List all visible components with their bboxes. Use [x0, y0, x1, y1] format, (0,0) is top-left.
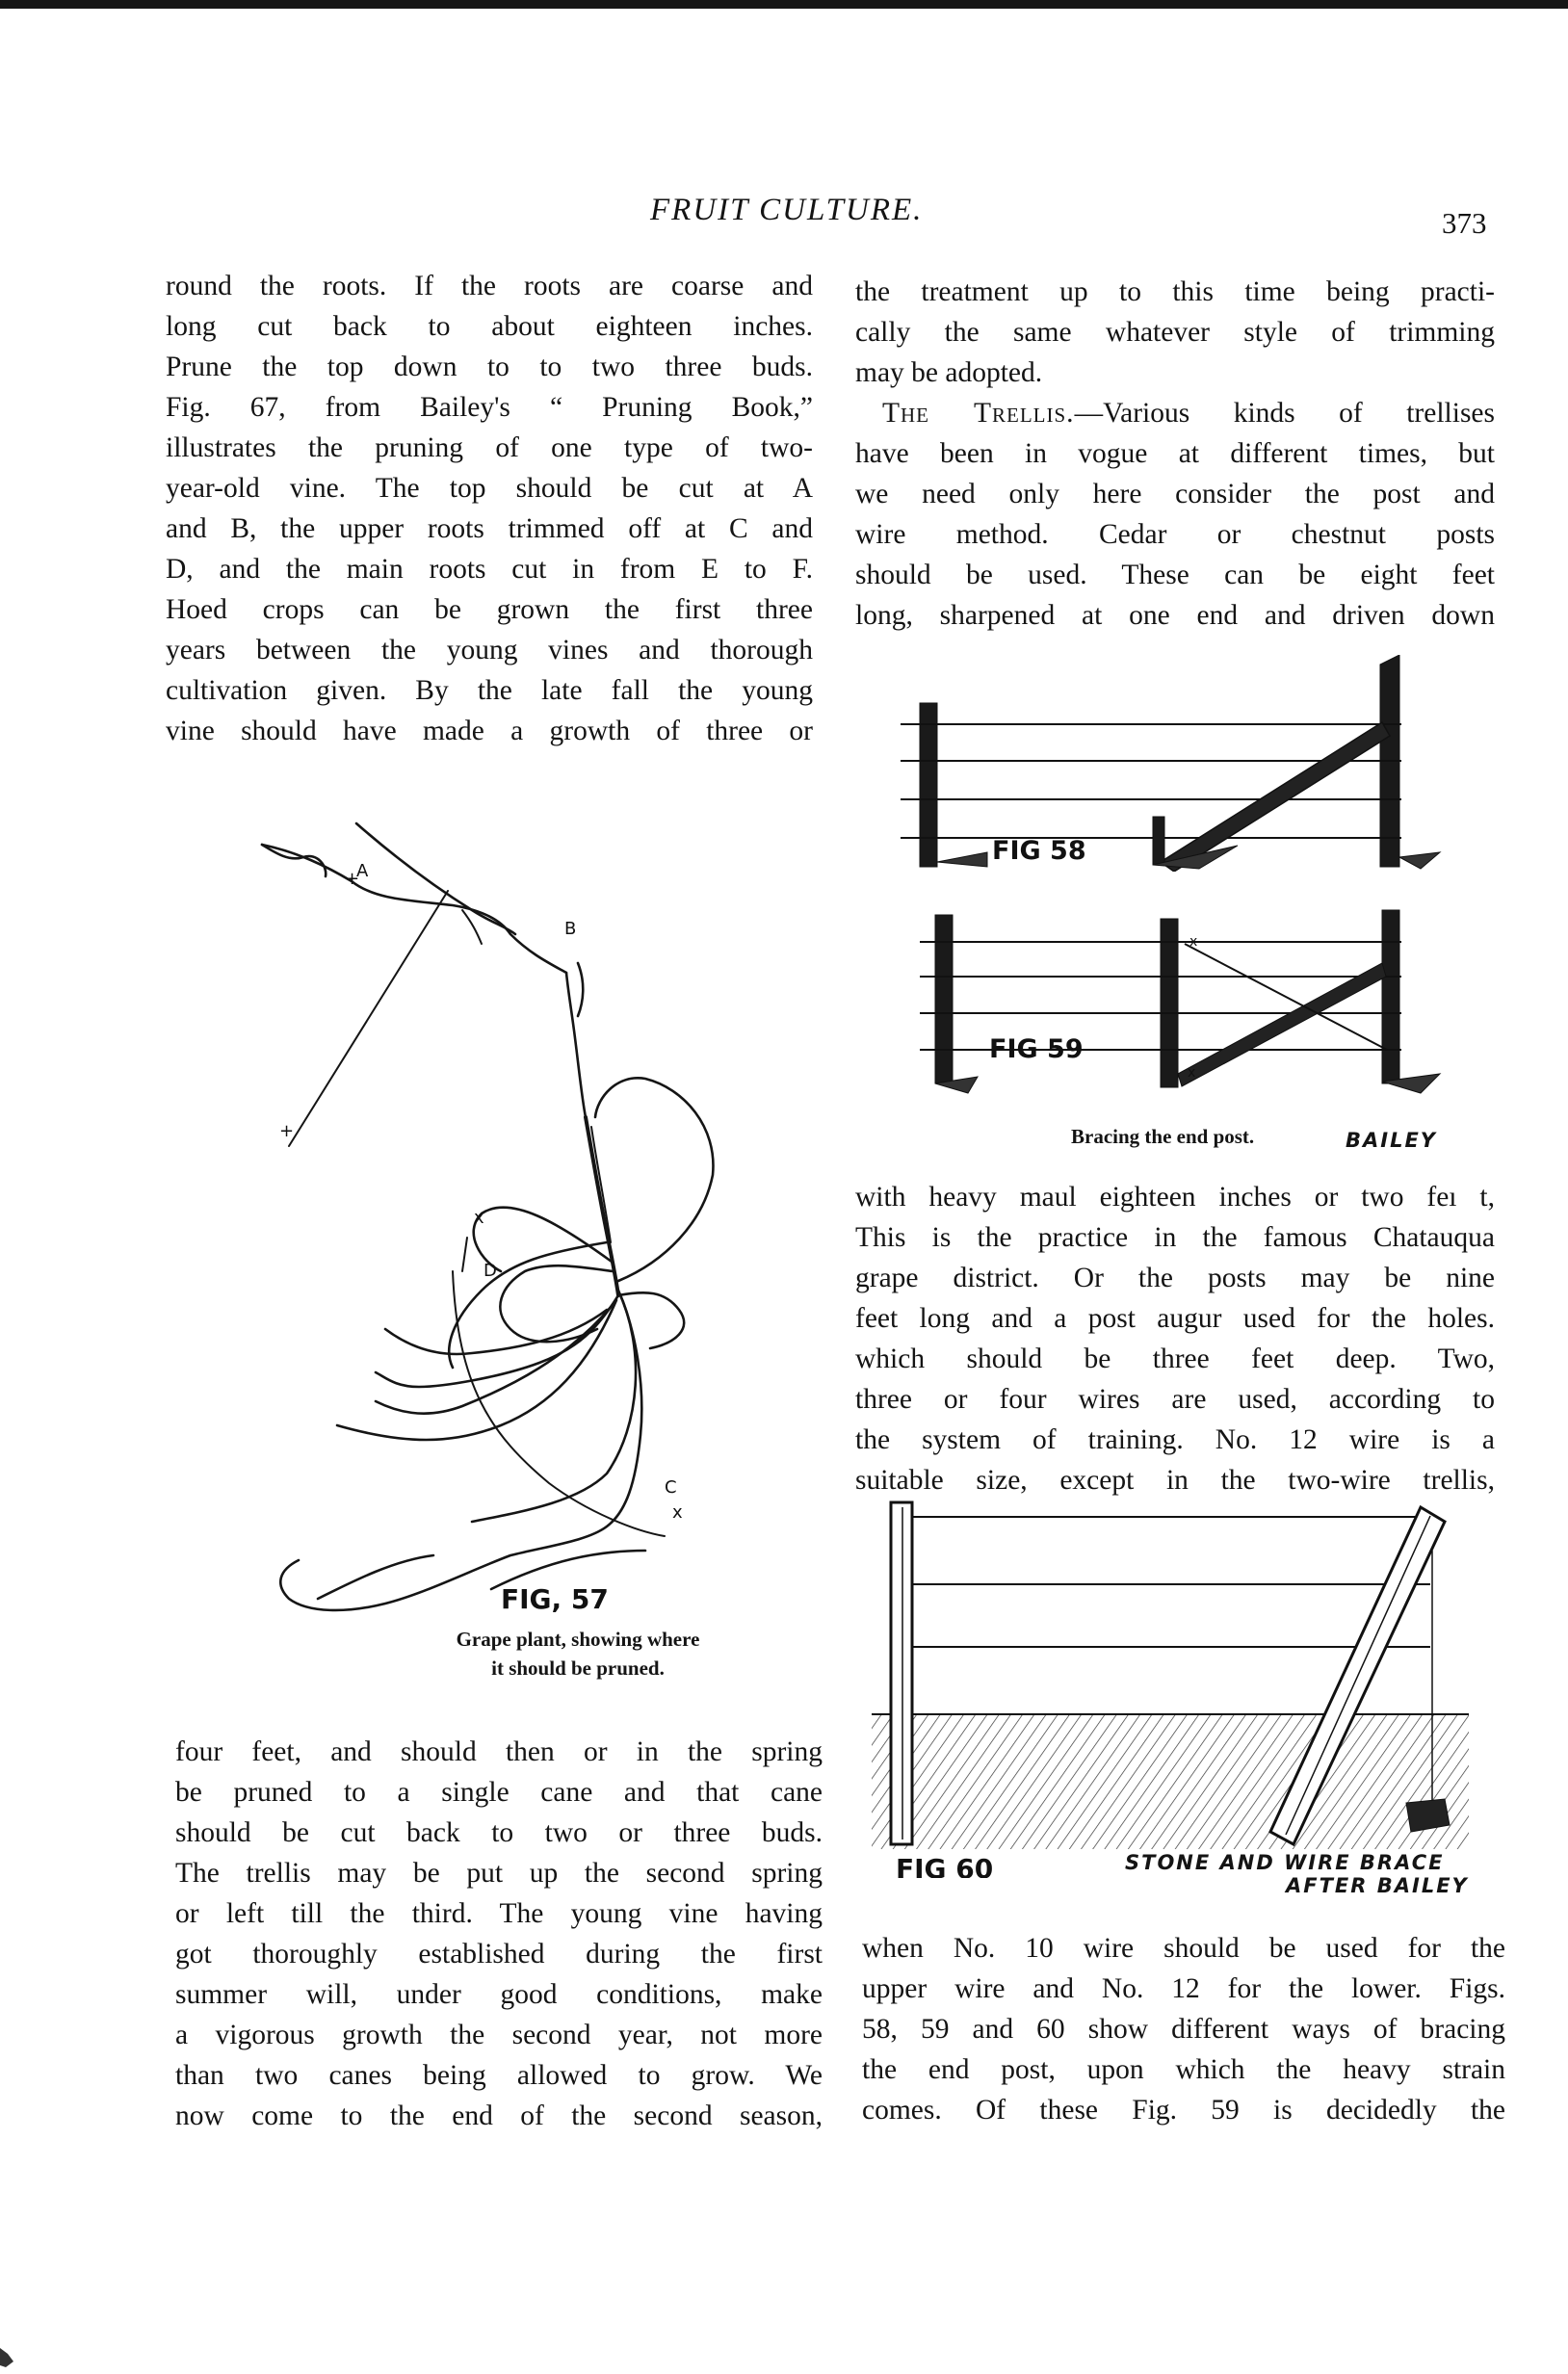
fig59-cross-mark: x — [1188, 1065, 1196, 1081]
text-line: the system of training. No. 12 wire is a — [855, 1424, 1495, 1455]
text-line: cally the same whatever style of trimming — [855, 317, 1495, 348]
fig59-right-post — [1382, 910, 1399, 1083]
fig59-cross-mark: x — [1189, 934, 1198, 950]
text-line: than two canes being allowed to grow. We — [175, 2060, 823, 2091]
fig58-brace — [1161, 722, 1390, 872]
fig57-cross-mark: x — [672, 1502, 683, 1523]
text-line: three or four wires are used, according to — [855, 1384, 1495, 1415]
text-line: This is the practice in the famous Chatauqua — [855, 1222, 1495, 1253]
text-line: the treatment up to this time being practi- — [855, 276, 1495, 307]
trellis-line-rest: —Various kinds of trellises — [1074, 398, 1495, 429]
text-line: may be adopted. — [855, 357, 1043, 388]
fig60-ground — [872, 1714, 1469, 1849]
fig57-label-a: A — [356, 861, 369, 881]
fig57-plus-mark: + — [279, 1121, 295, 1141]
text-line: suitable size, except in the two-wire trellis, — [855, 1465, 1495, 1496]
fig57-plus-mark: + — [345, 869, 360, 889]
text-line: Prune the top down to to two three buds. — [166, 352, 813, 382]
text-line: Fig. 67, from Bailey's “ Pruning Book,” — [166, 392, 813, 423]
fig59-brace — [1178, 963, 1386, 1086]
fig57-label-b: B — [564, 919, 577, 939]
fig57-label-c: C — [665, 1477, 677, 1498]
text-line: long cut back to about eighteen inches. — [166, 311, 813, 342]
text-line: The trellis may be put up the second spring — [175, 1858, 823, 1889]
fig59-caption: Bracing the end post. — [1071, 1125, 1255, 1148]
right-column-bottom-text — [862, 1928, 1505, 2130]
text-line: comes. Of these Fig. 59 is decidedly the — [862, 2095, 1505, 2126]
fig60-label: FIG 60 — [896, 1853, 994, 1878]
text-line: have been in vogue at different times, but — [855, 438, 1495, 469]
fig58-label: FIG 58 — [992, 836, 1086, 866]
right-column-top-text — [855, 272, 1495, 636]
fig60-tag-line: STONE AND WIRE BRACE — [1125, 1851, 1445, 1874]
text-line: round the roots. If the roots are coarse and — [166, 271, 813, 301]
right-column-middle-text — [855, 1177, 1495, 1500]
fig57-caption-line: it should be pruned. — [491, 1657, 665, 1680]
fig57-cross-mark: x — [474, 1208, 484, 1228]
fig57-label-d: D — [483, 1261, 497, 1281]
text-line: grape district. Or the posts may be nine — [855, 1263, 1495, 1293]
text-line: the end post, upon which the heavy strain — [862, 2054, 1505, 2085]
text-line: should be cut back to two or three buds. — [175, 1817, 823, 1848]
text-line: cultivation given. By the late fall the young — [166, 675, 813, 706]
fig57-caption-line: Grape plant, showing where — [456, 1628, 700, 1651]
text-line: wire method. Cedar or chestnut posts — [855, 519, 1495, 550]
text-line: years between the young vines and thorough — [166, 635, 813, 665]
fig60-tag-line: AFTER BAILEY — [1286, 1874, 1469, 1897]
text-line: and B, the upper roots trimmed off at C and — [166, 513, 813, 544]
fig59-left-post — [935, 915, 953, 1083]
fig59-label: FIG 59 — [989, 1034, 1084, 1064]
fig59-middle-post — [1161, 919, 1178, 1087]
text-line: a vigorous growth the second year, not more — [175, 2020, 823, 2050]
fig58-right-post — [1380, 665, 1399, 867]
text-line: or left till the third. The young vine having — [175, 1898, 823, 1929]
page-number: 373 — [1442, 206, 1487, 240]
text-line: got thoroughly established during the first — [175, 1939, 823, 1970]
text-line: year-old vine. The top should be cut at A — [166, 473, 813, 504]
text-line: now come to the end of the second season, — [175, 2100, 823, 2131]
text-line: four feet, and should then or in the spring — [175, 1736, 823, 1767]
text-line: long, sharpened at one end and driven down — [855, 600, 1495, 631]
fig59-tie-wire — [1185, 944, 1387, 1050]
left-column-bottom-text — [175, 1732, 823, 2136]
text-line: when No. 10 wire should be used for the — [862, 1933, 1505, 1964]
trellis-heading: The Trellis. — [882, 398, 1075, 429]
text-line: Hoed crops can be grown the first three — [166, 594, 813, 625]
text-line: D, and the main roots cut in from E to F. — [166, 554, 813, 585]
fig57-label: FIG, 57 — [501, 1583, 609, 1615]
fig57-grape-plant-drawing — [260, 809, 742, 1647]
text-line: we need only here consider the post and — [855, 479, 1495, 509]
text-line: be pruned to a single cane and that cane — [175, 1777, 823, 1808]
text-line — [855, 393, 1495, 433]
text-line: vine should have made a growth of three or — [166, 716, 813, 746]
fig60-post — [891, 1502, 912, 1844]
text-line: illustrates the pruning of one type of two- — [166, 432, 813, 463]
text-line: with heavy maul eighteen inches or two feı t, — [855, 1182, 1495, 1213]
running-title: FRUIT CULTURE. — [650, 193, 924, 227]
fig59-end-post-brace-drawing — [901, 905, 1450, 1098]
left-column-top-text — [166, 266, 813, 751]
fig60-stone-wire-brace-drawing — [872, 1493, 1478, 1878]
text-line: which should be three feet deep. Two, — [855, 1344, 1495, 1374]
fig57-caption — [405, 1625, 751, 1683]
text-line: upper wire and No. 12 for the lower. Figs. — [862, 1973, 1505, 2004]
text-line: should be used. These can be eight feet — [855, 560, 1495, 590]
fig58-end-post-brace-drawing — [901, 655, 1450, 872]
text-line: feet long and a post augur used for the holes. — [855, 1303, 1495, 1334]
scan-smudge — [0, 2340, 21, 2369]
fig59-credit: BAILEY — [1346, 1129, 1438, 1152]
text-line: 58, 59 and 60 show different ways of bracing — [862, 2014, 1505, 2045]
fig58-left-post — [920, 703, 937, 867]
top-border-rule — [0, 0, 1568, 9]
text-line: summer will, under good conditions, make — [175, 1979, 823, 2010]
